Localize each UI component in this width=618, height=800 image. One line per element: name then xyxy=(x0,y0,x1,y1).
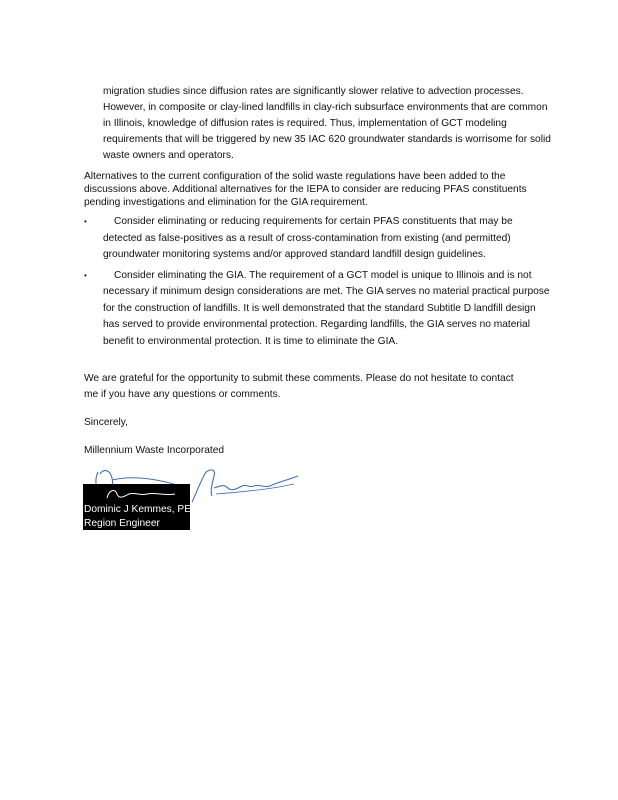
alternatives-bullet-list xyxy=(84,214,554,354)
bullet-text-pfas: Consider eliminating or reducing requirements for certain PFAS constituents that may be detected as false-positives as a result of cross-contamination from existing (and permitted) groundwater monitoring systems and/or approved standard landfill design guidelines. xyxy=(103,216,513,260)
bullet-item-gia xyxy=(84,268,554,351)
bullet-text-gia: Consider eliminating the GIA. The requirement of a GCT model is unique to Illinois and is not necessary if minimum design considerations are met. The GIA serves no material practical purpose for the construction of landfills. It is well demonstrated that the standard Subtitle D landfill design has served to provide environmental protection. Regarding landfills, the GIA serves no material benefit to environmental protection. It is time to eliminate the GIA. xyxy=(103,269,550,347)
signatory-title: Region Engineer xyxy=(84,518,160,529)
thanks-paragraph: We are grateful for the opportunity to submit these comments. Please do not hesitate to contact me if you have any questions or comments. xyxy=(84,373,514,400)
bullet-marker: • xyxy=(84,270,87,280)
continuation-paragraph: migration studies since diffusion rates are significantly slower relative to advection processes. However, in composite or clay-lined landfills in clay-rich subsurface environments that are common in Illinois, knowledge of diffusion rates is required. Thus, implementation of GCT modeling requirements that will be triggered by new 35 IAC 620 groundwater standards is worrisome for solid waste owners and operators. xyxy=(103,86,551,161)
company-name: Millennium Waste Incorporated xyxy=(84,445,225,456)
bullet-item-pfas xyxy=(84,214,554,264)
signatory-name: Dominic J Kemmes, PE xyxy=(84,504,191,515)
signature-redaction-block xyxy=(83,484,190,530)
bullet-marker: • xyxy=(84,217,87,226)
closing-salutation: Sincerely, xyxy=(84,417,128,428)
signature-overlay xyxy=(105,486,185,502)
alternatives-paragraph: Alternatives to the current configuration of the solid waste regulations have been added to the discussions above. Additional alternatives for the IEPA to consider are reducing PFAS constituents pending investigations and elimination for the GIA requirement. xyxy=(84,171,527,208)
